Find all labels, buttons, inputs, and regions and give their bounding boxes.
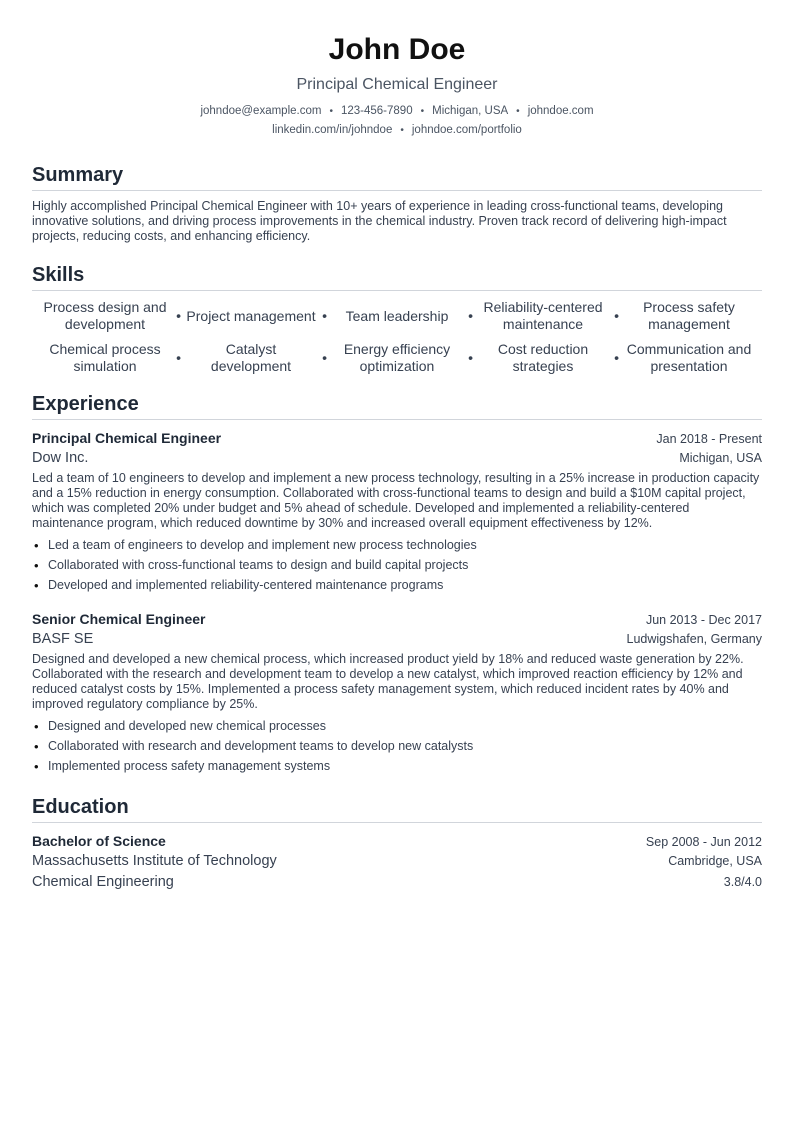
summary-heading: Summary (32, 162, 762, 191)
list-item (32, 716, 762, 736)
skill-item (32, 299, 181, 333)
skill-label: Reliability-centered maintenance (483, 299, 603, 332)
skill-label: Communication and presentation (626, 341, 752, 374)
gpa-value: 3.8/4.0 (723, 875, 762, 889)
skill-item (470, 341, 619, 375)
skills-heading: Skills (32, 262, 762, 291)
summary-section (32, 162, 762, 244)
job-bullets (32, 535, 762, 595)
job-location: Ludwigshafen, Germany (626, 632, 762, 646)
job-title: Senior Chemical Engineer (32, 611, 206, 627)
candidate-title: Principal Chemical Engineer (296, 76, 498, 93)
skill-label: Cost reduction strategies (497, 341, 589, 374)
skill-label: Team leadership (345, 307, 449, 324)
skill-item (178, 299, 327, 333)
skills-grid (32, 299, 762, 375)
separator-dot: • (400, 125, 404, 136)
education-dates: Sep 2008 - Jun 2012 (645, 835, 762, 849)
contact-line-1 (32, 102, 762, 121)
bullet-text: Designed and developed new chemical processes (48, 719, 326, 733)
job-location: Michigan, USA (679, 451, 762, 465)
separator-dot: • (468, 307, 473, 324)
bullet-icon: • (34, 759, 39, 774)
education-header-row (32, 831, 762, 851)
separator-dot: • (176, 307, 181, 324)
field-of-study: Chemical Engineering (32, 874, 174, 890)
education-school-row (32, 851, 762, 872)
education-field-row (32, 872, 762, 893)
website-link[interactable]: johndoe.com (527, 105, 594, 117)
list-item (32, 575, 762, 595)
education-heading: Education (32, 794, 762, 823)
skill-label: Project management (186, 307, 316, 324)
portfolio-link[interactable]: johndoe.com/portfolio (411, 124, 522, 136)
bullet-text: Developed and implemented reliability-centered maintenance programs (48, 578, 444, 592)
skill-label: Energy efficiency optimization (343, 341, 451, 374)
job-company-row (32, 629, 762, 650)
job-header-row (32, 609, 762, 629)
list-item (32, 756, 762, 776)
bullet-text: Implemented process safety management systems (48, 759, 331, 773)
separator-dot: • (329, 106, 333, 117)
job-header-row (32, 428, 762, 448)
list-item (32, 736, 762, 756)
job-entry (32, 609, 762, 776)
job-dates: Jun 2013 - Dec 2017 (645, 613, 762, 627)
job-company-row (32, 448, 762, 469)
experience-heading: Experience (32, 391, 762, 420)
skill-item (178, 341, 327, 375)
bullet-icon: • (34, 739, 39, 754)
skill-item (616, 299, 762, 333)
candidate-name: John Doe (328, 33, 466, 66)
bullet-text: Collaborated with cross-functional teams to design and build capital projects (48, 558, 469, 572)
degree-title: Bachelor of Science (32, 833, 166, 849)
skill-item (470, 299, 619, 333)
summary-text: Highly accomplished Principal Chemical Engineer with 10+ years of experience in leading cross-functional teams, developing innovative solutions, and driving process improvements in the chemical industry. Proven track record of delivering high-impact projects, reducing costs, and enhancing efficiency. (32, 199, 727, 243)
job-description: Designed and developed a new chemical process, which increased product yield by 18% and reduced waste generation by 22%. Collaborated with the research and development team to develop a new catalyst, which improved reaction efficiency by 12% and reduced catalyst costs by 15%. Implemented a process safety management system, which reduced incident rates by 40% and improved regulatory compliance by 25%. (32, 652, 744, 711)
school-location: Cambridge, USA (668, 854, 762, 868)
list-item (32, 535, 762, 555)
separator-dot: • (322, 349, 327, 366)
location-text: Michigan, USA (432, 105, 509, 117)
list-item (32, 555, 762, 575)
job-description: Led a team of 10 engineers to develop and implement a new process technology, resulting in a 25% increase in production capacity and a 15% reduction in energy consumption. Collaborated with cross-functional teams to design and build a $10M capital project, which was completed 20% under budget and 5% ahead of schedule. Developed and implemented a reliability-centered maintenance program, which reduced downtime by 30% and increased overall equipment effectiveness by 12%. (32, 471, 760, 530)
school-name: Massachusetts Institute of Technology (32, 853, 277, 869)
separator-dot: • (516, 106, 520, 117)
skill-item (324, 299, 473, 333)
bullet-icon: • (34, 538, 39, 553)
separator-dot: • (420, 106, 425, 117)
education-entry (32, 831, 762, 893)
bullet-text: Led a team of engineers to develop and implement new process technologies (48, 538, 477, 552)
contact-line-2 (32, 121, 762, 140)
company-name: BASF SE (32, 631, 94, 647)
skill-label: Process safety management (643, 299, 735, 332)
company-name: Dow Inc. (32, 450, 89, 466)
contact-info (32, 102, 762, 140)
skill-item (324, 341, 473, 375)
bullet-icon: • (34, 558, 39, 573)
job-dates: Jan 2018 - Present (656, 432, 762, 446)
resume-header (32, 0, 762, 140)
education-section (32, 794, 762, 893)
separator-dot: • (614, 307, 619, 324)
skill-label: Catalyst development (210, 341, 292, 374)
job-entry (32, 428, 762, 595)
experience-section (32, 391, 762, 776)
job-bullets (32, 716, 762, 776)
phone-number[interactable]: 123-456-7890 (340, 105, 413, 117)
bullet-icon: • (34, 719, 39, 734)
separator-dot: • (468, 349, 473, 366)
separator-dot: • (176, 349, 181, 366)
linkedin-link[interactable]: linkedin.com/in/johndoe (272, 124, 393, 136)
job-title: Principal Chemical Engineer (32, 430, 222, 446)
skill-label: Process design and development (43, 299, 167, 332)
separator-dot: • (614, 349, 619, 366)
separator-dot: • (322, 307, 327, 324)
email-link[interactable]: johndoe@example.com (200, 105, 322, 117)
bullet-text: Collaborated with research and development teams to develop new catalysts (48, 739, 474, 753)
skills-section (32, 262, 762, 375)
skill-item (32, 341, 181, 375)
bullet-icon: • (34, 578, 39, 593)
skill-item (616, 341, 762, 375)
skill-label: Chemical process simulation (49, 341, 161, 374)
